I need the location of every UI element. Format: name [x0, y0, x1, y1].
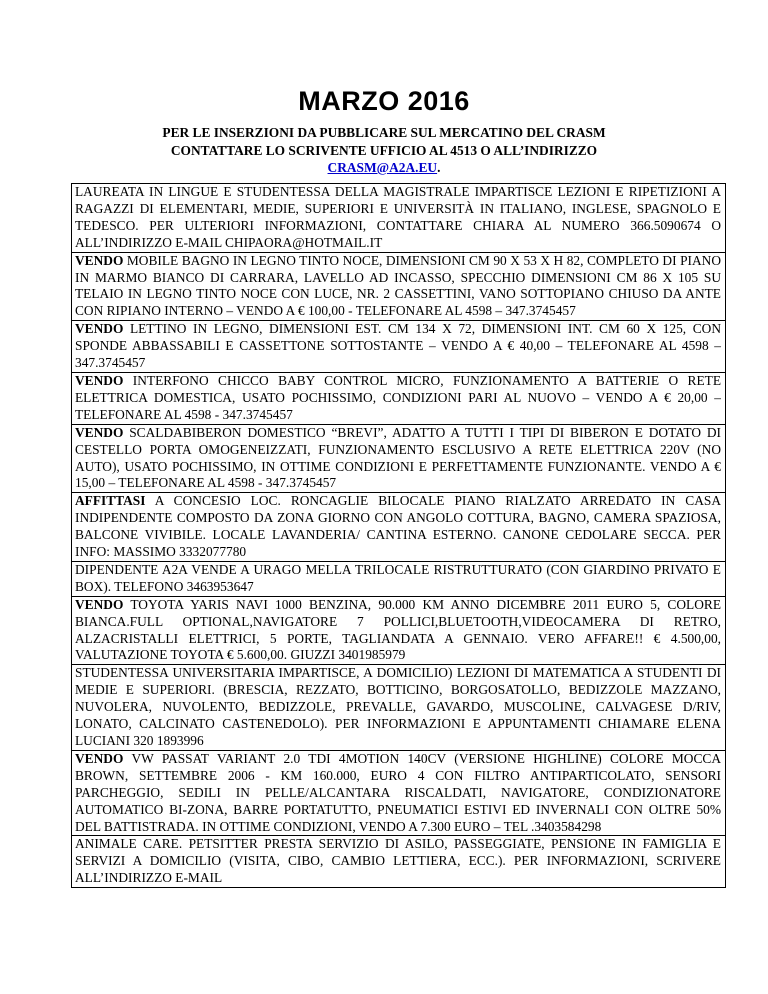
ad-cell — [72, 836, 726, 888]
ad-cell — [72, 596, 726, 665]
email-suffix: . — [437, 160, 441, 175]
ad-cell — [72, 184, 726, 253]
ad-row — [72, 561, 726, 596]
ad-text: SCALDABIBERON DOMESTICO “BREVI”, ADATTO A TUTTI I TIPI DI BIBERON E DOTATO DI CESTELLO PORTA OMOGENEIZZATI, FUNZIONAMENTO ESCLUSIVO A RETE ELETTRICA 220V (NO AUTO), USATO POCHISSIMO, IN OTTIME CONDIZIONI E PERFETTAMENTE FUNZIONANTE. VENDO A € 15,00 – TELEFONARE AL 4598 - 347.3745457 — [75, 424, 721, 491]
ad-cell — [72, 252, 726, 321]
email-link[interactable]: CRASM@A2A.EU — [327, 160, 438, 175]
ad-cell — [72, 493, 726, 562]
ad-cell — [72, 424, 726, 493]
ad-lead: VENDO — [75, 372, 124, 388]
header-line-2: CONTATTARE LO SCRIVENTE UFFICIO AL 4513 O ALL’INDIRIZZO — [170, 142, 598, 158]
ad-text: ANIMALE CARE. PETSITTER PRESTA SERVIZIO DI ASILO, PASSEGGIATE, PENSIONE IN FAMIGLIA E SERVIZI A DOMICILIO (VISITA, CIBO, CAMBIO LETTIERA, ECC.). PER INFORMAZIONI, SCRIVERE ALL’INDIRIZZO E-MAIL — [75, 836, 721, 886]
ad-text: LETTINO IN LEGNO, DIMENSIONI EST. CM 134 X 72, DIMENSIONI INT. CM 60 X 125, CON SPONDE ABBASSABILI E CASSETTONE SOTTOSTANTE – VENDO A € 40,00 – TELEFONARE AL 4598 – 347.3745457 — [75, 321, 721, 371]
ad-cell — [72, 561, 726, 596]
ad-cell — [72, 372, 726, 424]
ad-row — [72, 836, 726, 888]
header-line-1: PER LE INSERZIONI DA PUBBLICARE SUL MERCATINO DEL CRASM — [162, 125, 606, 140]
ad-row — [72, 184, 726, 253]
ad-row — [72, 321, 726, 373]
ad-text: VW PASSAT VARIANT 2.0 TDI 4MOTION 140CV (VERSIONE HIGHLINE) COLORE MOCCA BROWN, SETTEMBRE 2006 - KM 160.000, EURO 4 CON FILTRO ANTIPARTICOLATO, SENSORI PARCHEGGIO, SEDILI IN PELLE/ALCANTARA RISCALDATI, NAVIGATORE, CONDIZIONATORE AUTOMATICO BI-ZONA, BARRE PORTATUTTO, PNEUMATICI ESTIVI ED INVERNALI CON OLTRE 50% DEL BATTISTRADA. IN OTTIME CONDIZIONI, VENDO A 7.300 EURO – TEL .3403584298 — [75, 750, 721, 834]
ad-row — [72, 493, 726, 562]
ad-cell — [72, 665, 726, 751]
ad-lead: VENDO — [75, 252, 124, 268]
ad-text: DIPENDENTE A2A VENDE A URAGO MELLA TRILOCALE RISTRUTTURATO (CON GIARDINO PRIVATO E BOX). TELEFONO 3463953647 — [75, 561, 721, 594]
ad-lead: VENDO — [75, 424, 124, 440]
ad-row — [72, 665, 726, 751]
ad-lead: VENDO — [75, 750, 124, 766]
ad-cell — [72, 321, 726, 373]
ads-table — [71, 183, 726, 888]
ad-cell — [72, 750, 726, 836]
header-line-3 — [0, 159, 768, 177]
ad-text: A CONCESIO LOC. RONCAGLIE BILOCALE PIANO RIALZATO ARREDATO IN CASA INDIPENDENTE COMPOSTO DA ZONA GIORNO CON ANGOLO COTTURA, BAGNO, CAMERA SPAZIOSA, BALCONE VIVIBILE. LOCALE LAVANDERIA/ CANTINA ESTERNO. CANONE CEDOLARE SECCA. PER INFO: MASSIMO 3332077780 — [75, 493, 721, 560]
ad-row — [72, 596, 726, 665]
ad-row — [72, 252, 726, 321]
ad-lead: VENDO — [75, 321, 124, 337]
ad-text: MOBILE BAGNO IN LEGNO TINTO NOCE, DIMENSIONI CM 90 X 53 X H 82, COMPLETO DI PIANO IN MARMO BIANCO DI CARRARA, LAVELLO AD INCASSO, SPECCHIO DIMENSIONI CM 86 X 105 SU TELAIO IN LEGNO TINTO NOCE CON LUCE, NR. 2 CASSETTINI, VANO SOTTOPIANO CHIUSO DA ANTE CON RIPIANO INTERNO – VENDO A € 100,00 - TELEFONARE AL 4598 – 347.3745457 — [75, 252, 721, 319]
ad-row — [72, 750, 726, 836]
ad-lead: VENDO — [75, 596, 124, 612]
ad-row — [72, 424, 726, 493]
ad-text: TOYOTA YARIS NAVI 1000 BENZINA, 90.000 KM ANNO DICEMBRE 2011 EURO 5, COLORE BIANCA.FULL OPTIONAL,NAVIGATORE 7 POLLICI,BLUETOOTH,VIDEOCAMERA DI RETRO, ALZACRISTALLI ELETTRICI, 5 PORTE, TAGLIANDATA A GENNAIO. VERO AFFARE!! € 4.500,00, VALUTAZIONE TOYOTA € 5.600,00. GIUZZI 3401985979 — [75, 596, 721, 663]
ad-text: INTERFONO CHICCO BABY CONTROL MICRO, FUNZIONAMENTO A BATTERIE O RETE ELETTRICA DOMESTICA, USATO POCHISSIMO, CONDIZIONI PARI AL NUOVO – VENDO A € 20,00 – TELEFONARE AL 4598 - 347.3745457 — [75, 372, 721, 422]
page-title: MARZO 2016 — [298, 86, 470, 116]
ad-lead: AFFITTASI — [75, 493, 146, 509]
header-notice — [0, 124, 768, 177]
ad-text: LAUREATA IN LINGUE E STUDENTESSA DELLA MAGISTRALE IMPARTISCE LEZIONI E RIPETIZIONI A RAGAZZI DI ELEMENTARI, MEDIE, SUPERIORI E UNIVERSITÀ IN ITALIANO, INGLESE, SPAGNOLO E TEDESCO. PER ULTERIORI INFORMAZIONI, CONTATTARE CHIARA AL NUMERO 366.5090674 O ALL’INDIRIZZO E-MAIL CHIPAORA@HOTMAIL.IT — [75, 184, 721, 250]
ad-row — [72, 372, 726, 424]
ad-text: STUDENTESSA UNIVERSITARIA IMPARTISCE, A DOMICILIO) LEZIONI DI MATEMATICA A STUDENTI DI MEDIE E SUPERIORI. (BRESCIA, REZZATO, BOTTICINO, BORGOSATOLLO, BEDIZZOLE MAZZANO, NUVOLERA, NUVOLENTO, BEDIZZOLE, PREVALLE, GAVARDO, MUSCOLINE, CALVAGESE D/RIV, LONATO, CALCINATO CASTENEDOLO). PER INFORMAZIONI E APPUNTAMENTI CHIAMARE ELENA LUCIANI 320 1893996 — [75, 665, 721, 748]
